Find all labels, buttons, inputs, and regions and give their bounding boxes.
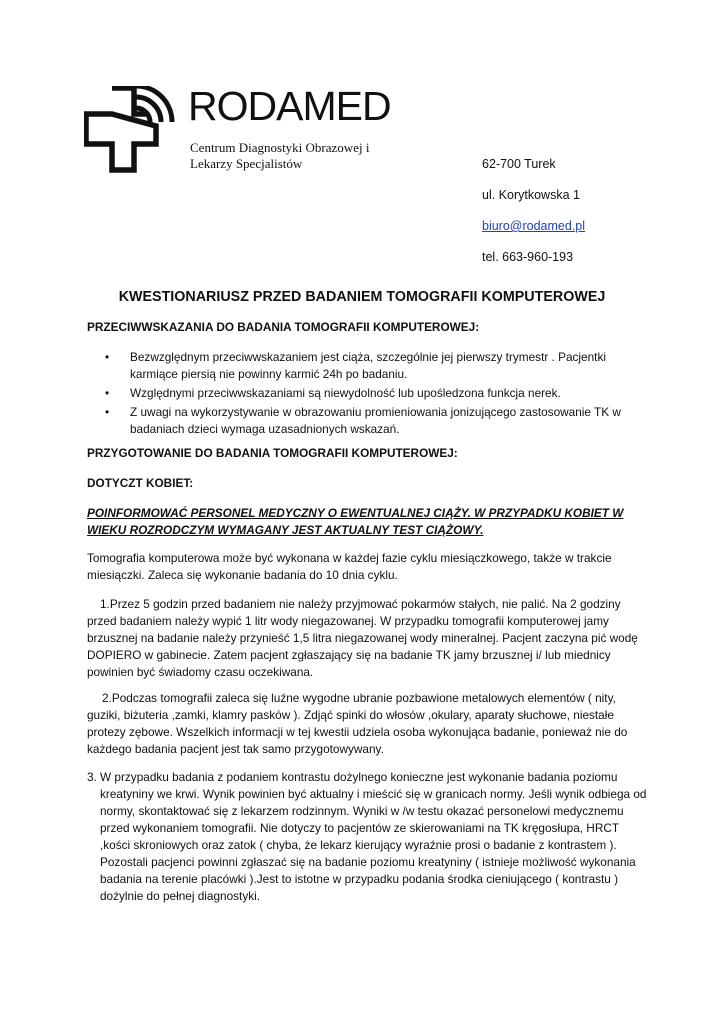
women-warning	[87, 505, 647, 539]
address-phone: tel. 663-960-193	[482, 250, 574, 264]
brand-subtitle-line1: Centrum Diagnostyki Obrazowej i	[190, 140, 370, 155]
women-info-paragraph: Tomografia komputerowa może być wykonana w każdej fazie cyklu miesiączkowego, także w trakcie miesiączki. Zaleca się wykonanie badania do 10 dnia cyklu.	[87, 551, 612, 582]
bullet-icon: •	[105, 386, 110, 400]
logo	[84, 83, 391, 176]
contraindications-list	[87, 349, 647, 440]
women-warning-end: .	[480, 523, 484, 537]
contra-heading-text: PRZECIWWSKAZANIA DO BADANIA TOMOGRAFII KOMPUTEROWEJ:	[87, 320, 480, 334]
instruction-point-1: 1.Przez 5 godzin przed badaniem nie należy przyjmować pokarmów stałych, nie palić. Na 2 godziny przed badaniem należy wypić 1 litr wody niegazowanej. W przypadku tomografii komputerowej jamy brzusznej na badanie należy przynieść 1,5 litra niegazowanej wody mineralnej. Pacjent zaczyna pić wodę DOPIERO w gabinecie. Zatem pacjent zgłaszający się na badanie TK jamy brzusznej i/ lub miednicy powinien być świadomy czasu oczekiwana.	[87, 597, 638, 679]
list-item	[87, 349, 647, 383]
page-title: KWESTIONARIUSZ PRZED BADANIEM TOMOGRAFII KOMPUTEROWEJ	[118, 289, 606, 305]
brand-subtitle-line2: Lekarzy Specjalistów	[190, 156, 303, 171]
preparation-heading: PRZYGOTOWANIE DO BADANIA TOMOGRAFII KOMPUTEROWEJ:	[87, 446, 458, 460]
email-link[interactable]: biuro@rodamed.pl	[482, 219, 586, 233]
brand-subtitle	[190, 140, 369, 172]
address-city: 62-700 Turek	[482, 157, 556, 171]
address-street: ul. Korytkowska 1	[482, 188, 580, 202]
list-item-text: Z uwagi na wykorzystywanie w obrazowaniu promieniowania jonizującego zastosowanie TK w badaniach dzieci wymaga uzasadnionych wskazań.	[130, 405, 621, 436]
contact-address	[482, 156, 585, 280]
contraindications-heading	[87, 319, 647, 336]
women-heading: DOTYCZT KOBIET:	[87, 476, 194, 490]
bullet-icon: •	[105, 350, 110, 364]
list-item-text: Bezwzględnym przeciwwskazaniem jest ciąża, szczególnie jej pierwszy trymestr . Pacjentki karmiące piersią nie powinny karmić 24h po badaniu.	[130, 350, 606, 381]
instruction-point-2: 2.Podczas tomografii zaleca się luźne wygodne ubranie pozbawione metalowych elementów ( nity, guziki, biżuteria ,zamki, klamry pasków ). Zdjąć spinki do włosów ,okulary, aparaty słuchowe, niestałe protezy zębowe. Wszelkich informacji w tej kwestii udziela osoba wykonująca badanie, ponieważ nie do każdego badania pacjent jest tak samo przygotowywany.	[87, 691, 628, 756]
list-item-text: Względnymi przeciwwskazaniami są niewydolność lub upośledzona funkcja nerek.	[130, 386, 561, 400]
list-item	[87, 385, 647, 402]
medical-cross-signal-icon	[84, 86, 184, 176]
bullet-icon: •	[105, 405, 110, 419]
list-item	[87, 404, 647, 438]
brand-name: RODAMED	[188, 83, 391, 129]
point-3-text: W przypadku badania z podaniem kontrastu dożylnego konieczne jest wykonanie badania poziomu kreatyniny we krwi. Wynik powinien być aktualny i mieścić się w granicach normy. Jeśli wynik odbiega od normy, skontaktować się z lekarzem rodzinnym. Wyniki w /w testu okazać personelowi medycznemu przed wykonaniem tomografii. Nie dotyczy to pacjentów ze skierowaniami na TK kręgosłupa, HRCT ,kości skroniowych oraz zatok ( chyba, że lekarz kierujący wyraźnie prosi o badanie z kontrastem ). Pozostali pacjenci powinni zgłaszać się na badanie poziomu kreatyniny ( istnieje możliwość wykonania badania na terenie placówki ).Jest to istotne w przypadku podania środka cieniującego ( kontrastu ) dożylnie do pełnej diagnostyki.	[100, 770, 647, 903]
instruction-point-3	[87, 769, 647, 905]
women-warning-text: POINFORMOWAĆ PERSONEL MEDYCZNY O EWENTUALNEJ CIĄŻY. W PRZYPADKU KOBIET W WIEKU ROZRODCZYM WYMAGANY JEST AKTUALNY TEST CIĄŻOWY	[87, 506, 624, 537]
point-3-number: 3.	[87, 770, 97, 784]
